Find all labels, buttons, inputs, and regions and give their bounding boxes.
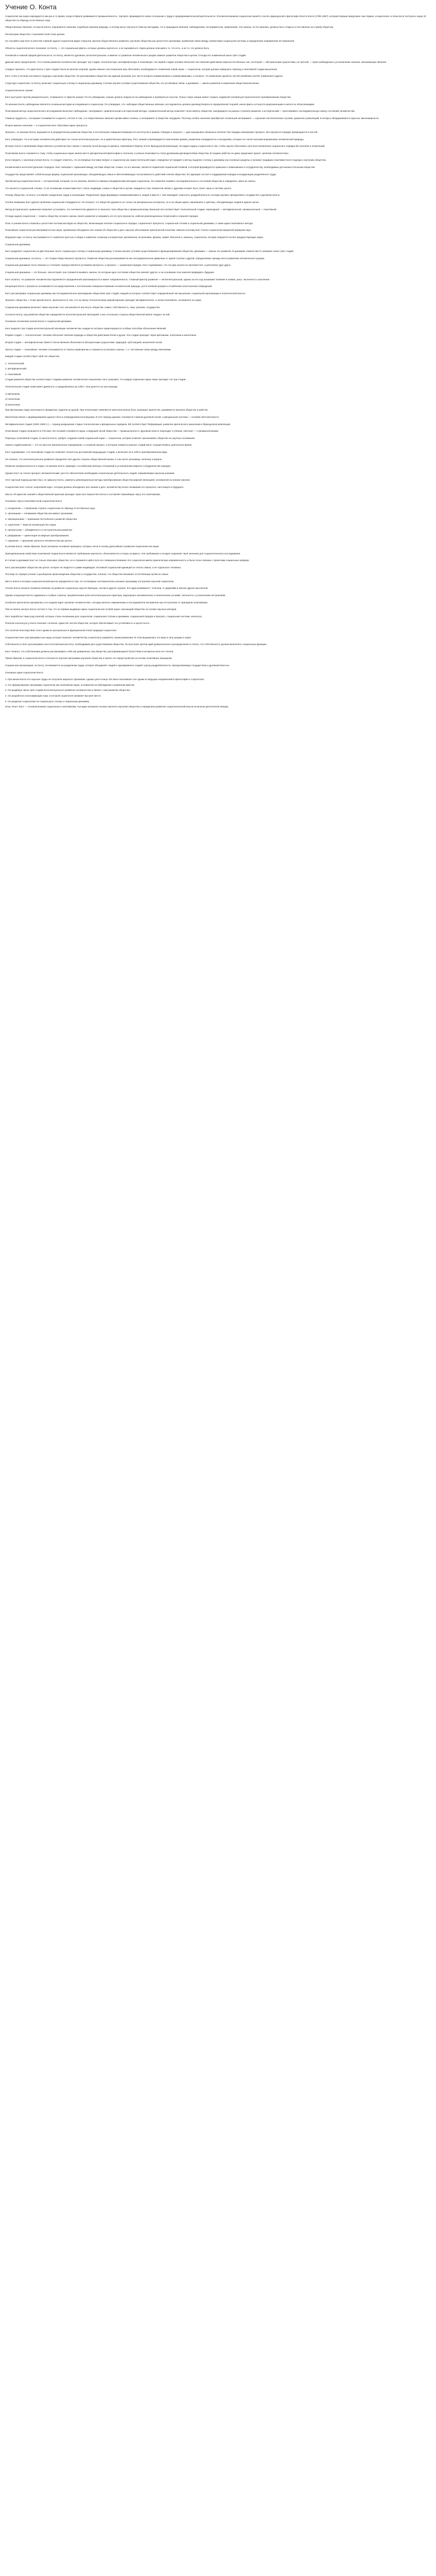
- paragraph: Особенно критически оценивалась его поздняя идея «религии человечества», которую многие современники и последователи восприняли как отступление от принципов позитивизма.: [5, 601, 208, 604]
- paragraph: Место Конта в истории социологической мысли определяется тем, что он впервые систематически изложил программу построения научной социологии.: [5, 580, 175, 583]
- paragraph: Отсюда задача социологии — помочь обществу осознать законы своего развития и направить его по пути прогресса, избегая революционных потрясений и сохраняя порядок.: [5, 215, 199, 218]
- paragraph: Социальная динамика — это больше, чем история: она стремится выявить законы, по которым одно состояние общества сменяет другое, и на основании этих законов предвидеть будущее.: [5, 270, 215, 274]
- paragraph: Рассмотрим общество с позитивистской точки зрения.: [5, 32, 65, 36]
- paragraph: Переход к позитивной стадии, по мысли Конта, требует создания новой социальной науки — социологии, которая позволит организовать общество на научных основаниях.: [5, 436, 196, 439]
- paragraph: Объекты социологического познания, по Конту, — это социальные факты, которые должны изучаться, а не оцениваться. Наука должна описывать то, что есть, а не то, что должно быть.: [5, 46, 210, 49]
- paragraph: Не случайно ещё Конт в качестве главной задачи социологии видел открытие законов общественного развития, изучение общества как целостного организма, выявление связи между элементами социальной системы и определение направления её изменения.: [5, 40, 295, 43]
- paragraph: Конт стоял у истоков системного подхода к изучению общества. Он рассматривал общество как единый организм, все части которого взаимосвязаны и взаимозависимы, и полагал, что изменение одной из частей неизбежно влечёт изменения в других.: [5, 75, 284, 78]
- paragraph: Метод исторического сравнения позволяет установить, что человечество движется от военного типа общества к промышленному. Военный тип соответствует теологической стадии, переходный — метафизической, промышленный — позитивной.: [5, 208, 277, 211]
- paragraph: Конт выработал также ряд понятий, которые стали основными для социологии: социальная статика и динамика, социальный порядок и прогресс, социальная система, консенсус.: [5, 615, 203, 618]
- paragraph: Социологию Конт рассматривал как науку, которая позволит человечеству сознательно управлять своим развитием. В этом выражалась его вера в силу разума и науки.: [5, 636, 191, 639]
- list-item: 1. При жизни Конта его научные труды не получили широкого признания, однако уже в конце XIX века позитивизм стал одним из ведущих направлений в философии и социологии;: [5, 678, 204, 681]
- paragraph: Конт рассматривал социальную динамику как последовательное прохождение обществом трёх стадий, каждой из которых соответствует определённый тип мышления, социальной организации и политической власти.: [5, 292, 246, 295]
- list-item: 3. эволюционизм — признание постепенного развития общества;: [5, 517, 78, 520]
- paragraph: Однако концепция Конта содержала и слабые стороны: преувеличение роли интеллектуального фактора, недооценка экономических и политических условий, склонность к утопическим построениям.: [5, 594, 226, 597]
- paragraph: Конт полагал, что собственники должны рассматривать себя как доверенных лиц общества, распоряжающихся богатством в интересах всех его членов.: [5, 650, 174, 653]
- paragraph: Конт утверждал, что в истории человечества действуют не только интеллектуальные, но и нравственные факторы. Рост знаний сопровождается смягчением нравов, развитием солидарности и альтруизма, которые он считал высшим выражением человеческой природы.: [5, 138, 304, 141]
- paragraph: По мнению Конта, наблюдение является основным методом исследования в социологии. Он утверждал, что, наблюдая общественные явления, исследователь должен руководствоваться определённой теорией, иначе факты останутся разрозненными и ничего не объясняющими.: [5, 103, 315, 106]
- paragraph: Этот научный подход должен был, по замыслу Конта, заменить революционные методы преобразования общества мирной эволюцией, основанной на знании законов.: [5, 479, 190, 482]
- paragraph: Позитивизм Конта стремился к тому, чтобы социальные науки заняли место умозрительной философии и теологии, а учёные-позитивисты стали духовными руководителями общества. В поздних работах он даже предложил проект «религии человечества».: [5, 151, 289, 155]
- paragraph: Позитивная социология рассматривается как наука, призванная объединить все знания об обществе и дать научное обоснование практической политике. Именно поэтому Конт считал социологию вершиной иерархии наук.: [5, 229, 251, 232]
- paragraph: Социальная организация, по Конту, основывается на разделении труда, которое объединяет людей и одновременно создаёт угрозу раздробленности, преодолеваемую государством и духовной властью.: [5, 664, 230, 667]
- list-item: 7. гуманизм — признание ценности человечества как целого.: [5, 539, 73, 543]
- paragraph: Космический и интеллектуальный «порядок» Конт связывал с гармонией между частями общества. Семья, по его мнению, является первичной социальной ячейкой, в которой формируются привычки к повиновению и сотрудничеству, необходимые для жизни в большом обществе.: [5, 166, 316, 169]
- paragraph: Особое внимание Конт уделял проблеме социальной солидарности. Он полагал, что общество держится не только на материальных интересах, но и на общих идеях, верованиях и чувствах, объединяющих людей в единое целое.: [5, 201, 260, 204]
- paragraph: Социальная динамика включает также изучение того, как меняются институты общества: семья, собственность, язык, религия, государство.: [5, 306, 161, 309]
- paragraph: Это понятие впоследствии стало одним из центральных в функционалистской традиции социологии.: [5, 629, 117, 632]
- list-item: 1. натурализм — стремление строить социологию по образцу естественных наук;: [5, 506, 96, 510]
- document-page: [0, 0, 436, 717]
- paragraph: Смена стадий развития — это не простое механическое чередование, а сложный процесс, в котором элементы разных стадий могут сосуществовать длительное время.: [5, 444, 193, 447]
- paragraph: Монотеизм связан с формированием единого бога и утверждением католицизма. В этот период церковь становится главной духовной силой, а феодальная система — основой светской власти.: [5, 416, 219, 419]
- list-item: 5. прогрессизм — убеждённость в поступательном развитии;: [5, 529, 73, 532]
- paragraph: Структура социологии, по Конту, включает социальную статику и социальную динамику. Статика изучает условия существования общества, его устойчивые связи, а динамика — законы развития и изменения общественной жизни.: [5, 81, 260, 84]
- list-item: 3. позитивный.: [5, 372, 22, 376]
- paragraph: Основной и главной сферой деятельности, по Конту, является духовная, интеллектуальная, и именно от развития человеческого разума зависит развитие общества в целом. Отсюда его знаменитый закон трёх стадий.: [5, 54, 247, 57]
- paragraph: Основу общества, по Конту, составляет разделение труда и кооперация. Разделение труда формирует взаимозависимость людей и вместе с тем порождает опасность раздробленности, которую должно преодолевать государство и духовная власть.: [5, 194, 281, 197]
- list-item: 1. теологический;: [5, 362, 25, 365]
- paragraph: Он полагал, что интеллектуальное развитие определяет все другие стороны общественной жизни, в том числе экономику, политику и мораль.: [5, 457, 163, 461]
- paragraph: Позитивная стадия начинается в XIX веке. Её основой становится наука, а ведущей силой общества — промышленность. Духовная власть переходит к учёным, светская — к промышленникам.: [5, 430, 219, 433]
- list-item: 4. Он разработал классификацию наук, в которой социология занимает высшее место;: [5, 694, 101, 697]
- paragraph: Первая стадия — теологическая. Человек объясняет явления природы и общества действием богов и духов. Эта стадия проходит через фетишизм, политеизм и монотеизм.: [5, 334, 197, 337]
- paragraph: Конт разделяет социологию на две большие части: социальную статику и социальную динамику. Статика изучает условия существования и функционирования общества, динамика — законы его развития. В динамике главное место занимает закон трёх стадий.: [5, 250, 294, 253]
- paragraph: Поэтому он отрицал учение о договорном происхождении общества и государства, полагая, что общество возникает естественным путём из семьи.: [5, 573, 169, 576]
- paragraph: Социальная динамика.: [5, 243, 31, 246]
- paragraph: Конт выделял три стадии интеллектуальной эволюции человечества, каждая из которых характеризуется особым способом объяснения явлений.: [5, 327, 167, 330]
- document-body: [5, 14, 431, 709]
- paragraph: Однако Конт не считал прогресс автоматическим: для его обеспечения необходима сознательная деятельность людей, направляемая научным знанием.: [5, 471, 175, 474]
- paragraph: Основные идеи социологии Конта:: [5, 671, 44, 674]
- paragraph: Иерархия наук, по Конту, выстраивается от наиболее простых и общих к наиболее сложным и конкретным: математика, астрономия, физика, химия, биология и, наконец, социология, которая опирается на все предшествующие науки.: [5, 236, 264, 239]
- paragraph: Следует признать, что идея Конта о трёх стадиях была во многом спорной, однако именно она позволила ему обосновать необходимость появления новой науки — социологии, которая должна завершить переход к позитивной стадии мышления.: [5, 67, 278, 71]
- paragraph: В учении Конта, таким образом, были заложены основные принципы, которые легли в основу дальнейшего развития социологии как науки.: [5, 545, 160, 548]
- paragraph: Мысль об единстве знаний и общественной практики проходит через всё творчество Конта и составляет важнейшую черту его позитивизма.: [5, 493, 161, 496]
- paragraph: Стадии развития общества соответствуют стадиям развития человеческого мышления. Конт указывал, что каждая отдельная наука также проходит эти три стадии.: [5, 378, 186, 381]
- list-item: 6. реформизм — ориентация на мирные преобразования;: [5, 534, 69, 537]
- paragraph: Главные трудности, с которыми сталкивается социолог, состоят в том, что общественные явления чрезвычайно сложны, а эксперимент в обществе затруднён. Поэтому особое значение приобретает косвенный эксперимент — изучение патологических случаев, кризисов и революций, в которых обнаруживаются скрытые закономерности.: [5, 116, 379, 120]
- paragraph: Позитивный метод социологического исследования включает наблюдение, эксперимент, сравнительный и исторический методы. Сравнительный метод позволяет сопоставлять общества, находящиеся на разных ступенях развития, а исторический — прослеживать последовательную смену состояний человечества.: [5, 110, 355, 113]
- paragraph: Интерес Конта к проблемам общественного устройства был связан с поиском путей выхода из кризиса, охватившего Европу после Французской революции. Он видел задачу социологии в том, чтобы научно обосновать пути восстановления социального порядка без насилия и потрясений.: [5, 145, 325, 148]
- list-item: 2) политеизм,: [5, 398, 21, 401]
- paragraph: Каждой стадии соответствует свой тип общества:: [5, 355, 60, 358]
- paragraph: Конт подчёркивал, что позитивная стадия не отменяет полностью достижений предыдущих стадий, а включает их в себя в преобразованном виде.: [5, 451, 168, 453]
- paragraph: Развитие промышленности и науки, по мнению Конта, приводит к ослаблению военных отношений и установлению мирного сотрудничества народов.: [5, 465, 171, 468]
- paragraph: Социология как наука зарождается как раз в то время, когда в Европе развиваются промышленность, торговля, формируется новое отношение к труду и предпринимательской деятельности. Основоположником социологии принято считать французского философа Огюста Конта (1798–1857), который первым предложил сам термин «социология» и попытался построить науку об обществе по образцу естественных наук.: [5, 15, 426, 22]
- paragraph: Общественные явления, по мысли Конта, подчиняются законам, подобным законам природы, и потому могут изучаться теми же методами, что и природные явления: наблюдением, экспериментом, сравнением. Эти законы, по его мнению, должны быть открыты и поставлены на службу обществу.: [5, 26, 334, 29]
- paragraph: Итак, Огюст Конт — основоположник социологии и позитивизма, чьи идеи заложили основы научного изучения общества и определили развитие социологической мысли на многие десятилетия вперёд.: [5, 705, 229, 708]
- paragraph: Тем не менее заслуга Конта состоит в том, что он первым выдвинул идею социологии как особой науки, изучающей общество на основе научных методов.: [5, 608, 177, 611]
- list-item: 2. органицизм — понимание общества как живого организма;: [5, 512, 73, 515]
- paragraph: Основные положения учения Конта о социальной динамике.: [5, 320, 72, 323]
- paragraph: При фетишизме люди поклоняются предметам, наделяя их душой. При политеизме появляются многочисленные боги, возникает жречество, развивается военное общество и рабство.: [5, 409, 208, 412]
- paragraph: Принципиальным свойством позитивной теории Конта являются требования научности, объективности и опоры на факты. Эти требования и сегодня сохраняют своё значение для социологического исследования.: [5, 552, 241, 555]
- paragraph: Основные черты позитивистской социологии Конта:: [5, 500, 63, 503]
- paragraph: Конт рассматривал общество как целое, которое не сводится к сумме индивидов. Основной социальной единицей он считал семью, а не отдельного человека.: [5, 566, 182, 569]
- list-item: 4. сциентизм — вера во всемогущество науки;: [5, 523, 57, 526]
- list-item: 5. Он разделил социологию на социальную статику и социальную динамику.: [5, 700, 90, 703]
- paragraph: Прогресс общества, с точки зрения Конта, заключается в том, что на смену теологическому мировоззрению приходит метафизическое, а затем позитивное, основанное на науке.: [5, 299, 202, 302]
- paragraph: Концепция Конта о прогрессе основывается на представлении о постепенном совершенствовании человеческой природы, росте влияния разума и ослаблении эгоистических побуждений.: [5, 285, 213, 288]
- paragraph: Прогресс, по мнению Конта, выражается в упорядоченном развитии общества, в постепенном совершенствовании его институтов и нравов. Порядок и прогресс — два неразрывно связанных понятия: без порядка невозможен прогресс, без прогресса порядок превращается в застой.: [5, 131, 318, 134]
- paragraph: Социальная динамика, по Конту, — это теория общественного прогресса. Развитие общества рассматривается как последовательное движение от одной ступени к другой, определяемое прежде всего развитием человеческого разума.: [5, 257, 265, 260]
- document-title: Учение О. Конта: [5, 3, 57, 11]
- paragraph: Государство представляет собой высшую форму социальной организации, объединяющую семьи и обеспечивающую согласованность действий членов общества. Его функция состоит в поддержании порядка и координации разделённого труда.: [5, 173, 277, 176]
- paragraph: Третий метод социологии Конта — исторический, который, по его мнению, является главным специфическим методом социологии. Он позволяет выявить последовательность состояний общества и определить закон их смены.: [5, 180, 256, 183]
- paragraph: Если говорить о значении учения Конта, то следует отметить, что он впервые поставил вопрос о социологии как самостоятельной науке, определил её предмет и метод, выделил статику и динамику как основные разделы и заложил традицию позитивистского подхода к изучению общества.: [5, 159, 327, 162]
- paragraph: Что касается социальной статики, то её основными элементами Конт считал индивида, семью и общество в целом. Каждый из этих элементов связан с другими и может быть понят лишь в системе целого.: [5, 187, 232, 190]
- paragraph: Вторая стадия — метафизическая. Вместо богов явления объясняются абстрактными сущностями: природой, субстанцией, жизненной силой.: [5, 341, 163, 344]
- paragraph: Собственность Конт рассматривал как естественный институт, необходимый для существования общества. Он выступал против идей уравнительного распределения и считал, что собственность должна выполнять социальную функцию.: [5, 643, 267, 646]
- paragraph: Социальная динамика тесно связана со статикой: порядок является условием прогресса, а прогресс — развитием порядка. Конт подчёркивал, что эти два начала не противостоят, а дополняют друг друга.: [5, 264, 231, 267]
- paragraph: Согласно Конту, ход развития общества определяется интеллектуальной эволюцией, а все остальные стороны общественной жизни следуют за ней.: [5, 313, 170, 316]
- paragraph: Учение Конта оказало огромное влияние на развитие социальных наук во Франции, Англии и других странах. Его идеи развивали Г. Спенсер, Э. Дюркгейм и многие другие мыслители.: [5, 587, 208, 590]
- paragraph: Конт полагал, что развитие человечества подчиняется определённой закономерности и имеет направленность. Главный фактор развития — интеллектуальный, однако на его ход оказывают влияние и климат, раса, численность населения.: [5, 278, 270, 281]
- list-item: 3. Он выдвинул закон трёх стадий интеллектуального развития человечества и связал с ним развитие общества;: [5, 689, 131, 692]
- list-item: 3) монотеизм.: [5, 403, 21, 406]
- paragraph: Теологическая стадия охватывает древность и средневековье до 1300 г. Она делится на три периода:: [5, 385, 118, 388]
- paragraph: Конт выступает против умозрительного, оторванного от фактов знания. По его убеждению, знание должно опираться на наблюдение и проверяться опытом. Только такое знание может служить надёжной основой для практического преобразования общества.: [5, 96, 291, 99]
- paragraph: Социологическое знание.: [5, 89, 33, 92]
- list-item: 2. метафизический;: [5, 367, 27, 370]
- list-item: 2. Он сформулировал программу социологии как позитивной науки, основанной на наблюдении и сравнении фактов;: [5, 683, 135, 686]
- paragraph: Таким образом, в социологии Конта сочетаются научная программа изучения общества и проект его переустройства на основе позитивных принципов.: [5, 657, 172, 660]
- list-item: 1) фетишизм,: [5, 392, 21, 395]
- paragraph: Третья стадия — позитивная. Человек отказывается от поиска первопричин и стремится установить законы, т. е. постоянные связи между явлениями.: [5, 348, 171, 351]
- paragraph: Итак, в учении Конта сложилась целостная система взглядов на общество, включающая понятие социального порядка, социального прогресса, социальной статики и социальной динамики, а также идею позитивного метода.: [5, 222, 254, 225]
- paragraph: Второе важное значение — в социологии Конт обосновал идею прогресса.: [5, 124, 88, 127]
- paragraph: Метафизическая стадия (1300–1800 гг.) — период разрушения старых теологических и феодальных порядков. Ей соответствует Реформация, развитие критического мышления и Французская революция.: [5, 422, 231, 426]
- paragraph: Понятие консенсуса у Конта означает согласие, единство частей общества, которое обеспечивает его устойчивость и целостность.: [5, 622, 150, 625]
- paragraph: Социологию Конт считал «королевой наук», которая должна объединить все знания и дать человечеству ясное понимание его прошлого, настоящего и будущего.: [5, 485, 184, 488]
- paragraph: В статике и динамике Конт не только описывал общество, но и стремился найти пути его совершенствования. Его социология имела практическую направленность и была тесно связана с проектами социальных реформ.: [5, 559, 250, 562]
- paragraph: Данный закон предполагает, что в своём развитии человечество проходит три стадии: теологическую, метафизическую и позитивную. На первой стадии человек объясняет все явления действием сверхъестественных сил, на второй — абстрактными сущностями, на третьей — через наблюдение и установление законов, связывающих явления.: [5, 61, 387, 64]
